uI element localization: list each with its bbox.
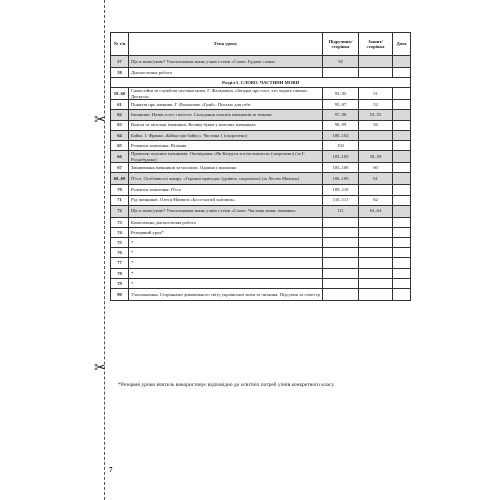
row-topic: Поняття про іменник. Г. Фалькович «Гриб». Письмо для себе (129, 100, 323, 110)
table-row (111, 88, 411, 100)
table-header-row (111, 33, 411, 56)
row-topic: * (129, 248, 323, 258)
row-date (393, 151, 411, 163)
table-row (111, 120, 411, 130)
row-notebook-page: 60 (359, 163, 393, 173)
row-date (393, 268, 411, 278)
row-textbook-page (323, 248, 359, 258)
row-date (393, 173, 411, 185)
row-textbook-page (323, 238, 359, 248)
table-row (111, 248, 411, 258)
row-textbook-page (323, 258, 359, 268)
row-date (393, 140, 411, 150)
row-number: 63 (111, 120, 129, 130)
row-notebook-page: 51 (359, 88, 393, 100)
row-textbook-page (323, 227, 359, 237)
row-topic: Розвиток мовлення. П'єса (129, 185, 323, 195)
row-textbook-page: 105–106 (323, 163, 359, 173)
table-row (111, 173, 411, 185)
row-textbook-page (323, 68, 359, 78)
row-number: 78 (111, 268, 129, 278)
row-notebook-page (359, 227, 393, 237)
row-textbook-page: 102 (323, 140, 359, 150)
row-number: 61 (111, 100, 129, 110)
row-topic: Резервний урок* (129, 227, 323, 237)
row-date (393, 130, 411, 140)
row-number: 71 (111, 195, 129, 205)
table-row (111, 56, 411, 68)
row-date (393, 163, 411, 173)
row-notebook-page: 63–64 (359, 205, 393, 217)
table-row (111, 278, 411, 288)
row-textbook-page (323, 268, 359, 278)
row-number: 57 (111, 56, 129, 68)
row-notebook-page: 62 (359, 195, 393, 205)
section-title: Розділ 5. СЛОВО. ЧАСТИНИ МОВИ (111, 78, 411, 88)
row-date (393, 278, 411, 288)
row-topic: Змінювання іменників за числами. Однина і множина (129, 163, 323, 173)
table-row (111, 110, 411, 120)
cut-line (104, 0, 105, 500)
page-number: 7 (109, 466, 113, 474)
row-date (393, 238, 411, 248)
row-textbook-page: 100–102 (323, 130, 359, 140)
row-notebook-page (359, 258, 393, 268)
row-number: 72 (111, 205, 129, 217)
row-topic: * (129, 258, 323, 268)
table-row (111, 140, 411, 150)
table-row (111, 238, 411, 248)
header-date: Дата (393, 33, 411, 56)
row-topic: Рід іменників. Олеся Мамчич «Босо-ногий сніговик» (129, 195, 323, 205)
lesson-plan-table-wrapper (110, 32, 410, 301)
row-date (393, 88, 411, 100)
row-notebook-page (359, 130, 393, 140)
row-topic: Що я знаю/умію? Узагальнення знань учнів з теми «Слово. Частини мови: іменник» (129, 205, 323, 217)
row-number: 68–69 (111, 173, 129, 185)
row-notebook-page (359, 268, 393, 278)
row-notebook-page: 56 (359, 120, 393, 130)
row-topic: Розвиток мовлення. Вітання (129, 140, 323, 150)
header-num: № з/п (111, 33, 129, 56)
row-number: 64 (111, 130, 129, 140)
row-date (393, 110, 411, 120)
row-topic: * (129, 278, 323, 288)
row-date (393, 289, 411, 301)
row-notebook-page (359, 289, 393, 301)
table-row (111, 130, 411, 140)
row-textbook-page (323, 217, 359, 227)
row-topic: Самостійні та службові частини мови. Г. Фалькович «Загадка про того, хто ходить пішки». Дискусія (129, 88, 323, 100)
row-date (393, 100, 411, 110)
row-notebook-page: 61 (359, 173, 393, 185)
row-notebook-page (359, 248, 393, 258)
row-notebook-page (359, 68, 393, 78)
row-number: 62 (111, 110, 129, 120)
table-row (111, 217, 411, 227)
row-date (393, 258, 411, 268)
row-notebook-page (359, 238, 393, 248)
row-notebook-page: 52 (359, 100, 393, 110)
row-number: 66 (111, 151, 129, 163)
table-row (111, 185, 411, 195)
row-textbook-page: 109–110 (323, 185, 359, 195)
row-topic: Діагностична робота (129, 68, 323, 78)
row-notebook-page (359, 56, 393, 68)
row-date (393, 227, 411, 237)
header-notebook: Зошит/ сторінка (359, 33, 393, 56)
row-textbook-page: 92 (323, 56, 359, 68)
header-topic: Тема уроку (129, 33, 323, 56)
row-number: 59–60 (111, 88, 129, 100)
row-date (393, 217, 411, 227)
row-notebook-page (359, 140, 393, 150)
row-date (393, 56, 411, 68)
table-row (111, 289, 411, 301)
row-date (393, 68, 411, 78)
row-textbook-page: 95–97 (323, 100, 359, 110)
row-topic: П'єса. Особливості жанру. «Горішні пригоди» (уривок, скорочено) (за Лесею Мовчун) (129, 173, 323, 185)
row-topic: Байка. І. Франко «Байка про байку». Частина 1 (скорочено) (129, 130, 323, 140)
row-topic: Узагальнення. Сторінками дивовижного світу української мови та читання. Підсумок за семестр (129, 289, 323, 301)
row-number: 76 (111, 248, 129, 258)
row-textbook-page: 98–99 (323, 120, 359, 130)
row-notebook-page (359, 217, 393, 227)
row-number: 65 (111, 140, 129, 150)
scissors-icon: ✂ (94, 361, 106, 376)
table-row (111, 68, 411, 78)
row-number: 77 (111, 258, 129, 268)
table-row (111, 268, 411, 278)
row-notebook-page: 58–59 (359, 151, 393, 163)
row-topic: Власні та загальні іменники. Велика буква у власних іменниках (129, 120, 323, 130)
table-row (111, 227, 411, 237)
lesson-plan-table (110, 32, 411, 301)
row-textbook-page (323, 278, 359, 288)
table-row (111, 151, 411, 163)
row-textbook-page: 93–95 (323, 88, 359, 100)
row-number: 70 (111, 185, 129, 195)
row-notebook-page (359, 185, 393, 195)
row-topic: * (129, 268, 323, 278)
row-notebook-page: 53–55 (359, 110, 393, 120)
table-row (111, 100, 411, 110)
row-textbook-page (323, 289, 359, 301)
table-row (111, 258, 411, 268)
row-textbook-page: 110–111 (323, 195, 359, 205)
footnote: *Резервні уроки вчитель використовує відповідно до освітніх потреб учнів конкретного класу. (118, 382, 335, 388)
scissors-icon: ✂ (94, 113, 106, 128)
row-date (393, 205, 411, 217)
section-row (111, 78, 411, 88)
row-number: 79 (111, 278, 129, 288)
row-number: 58 (111, 68, 129, 78)
row-number: 74 (111, 227, 129, 237)
row-topic: Правопис власних іменників. Оповідання «Як Катруся хотіла вчитися» (скорочено) (за Г. Роздобудько) (129, 151, 323, 163)
row-textbook-page: 111 (323, 205, 359, 217)
row-date (393, 248, 411, 258)
row-textbook-page: 97–98 (323, 110, 359, 120)
table-body (111, 56, 411, 301)
table-row (111, 205, 411, 217)
row-topic: * (129, 238, 323, 248)
row-number: 80 (111, 289, 129, 301)
row-number: 67 (111, 163, 129, 173)
row-notebook-page (359, 278, 393, 288)
header-textbook: Підручник/ сторінка (323, 33, 359, 56)
row-topic: Що я знаю/умію? Узагальнення знань учнів з теми «Слово. Будова слова» (129, 56, 323, 68)
row-date (393, 185, 411, 195)
row-textbook-page: 106–109 (323, 173, 359, 185)
row-number: 75 (111, 238, 129, 248)
row-textbook-page: 103–105 (323, 151, 359, 163)
row-topic: Іменники. Назви істот і неістот. Складання списків іменників за темами (129, 110, 323, 120)
table-row (111, 195, 411, 205)
row-topic: Комплексна діагностична робота (129, 217, 323, 227)
row-date (393, 195, 411, 205)
row-date (393, 120, 411, 130)
row-number: 73 (111, 217, 129, 227)
table-row (111, 163, 411, 173)
